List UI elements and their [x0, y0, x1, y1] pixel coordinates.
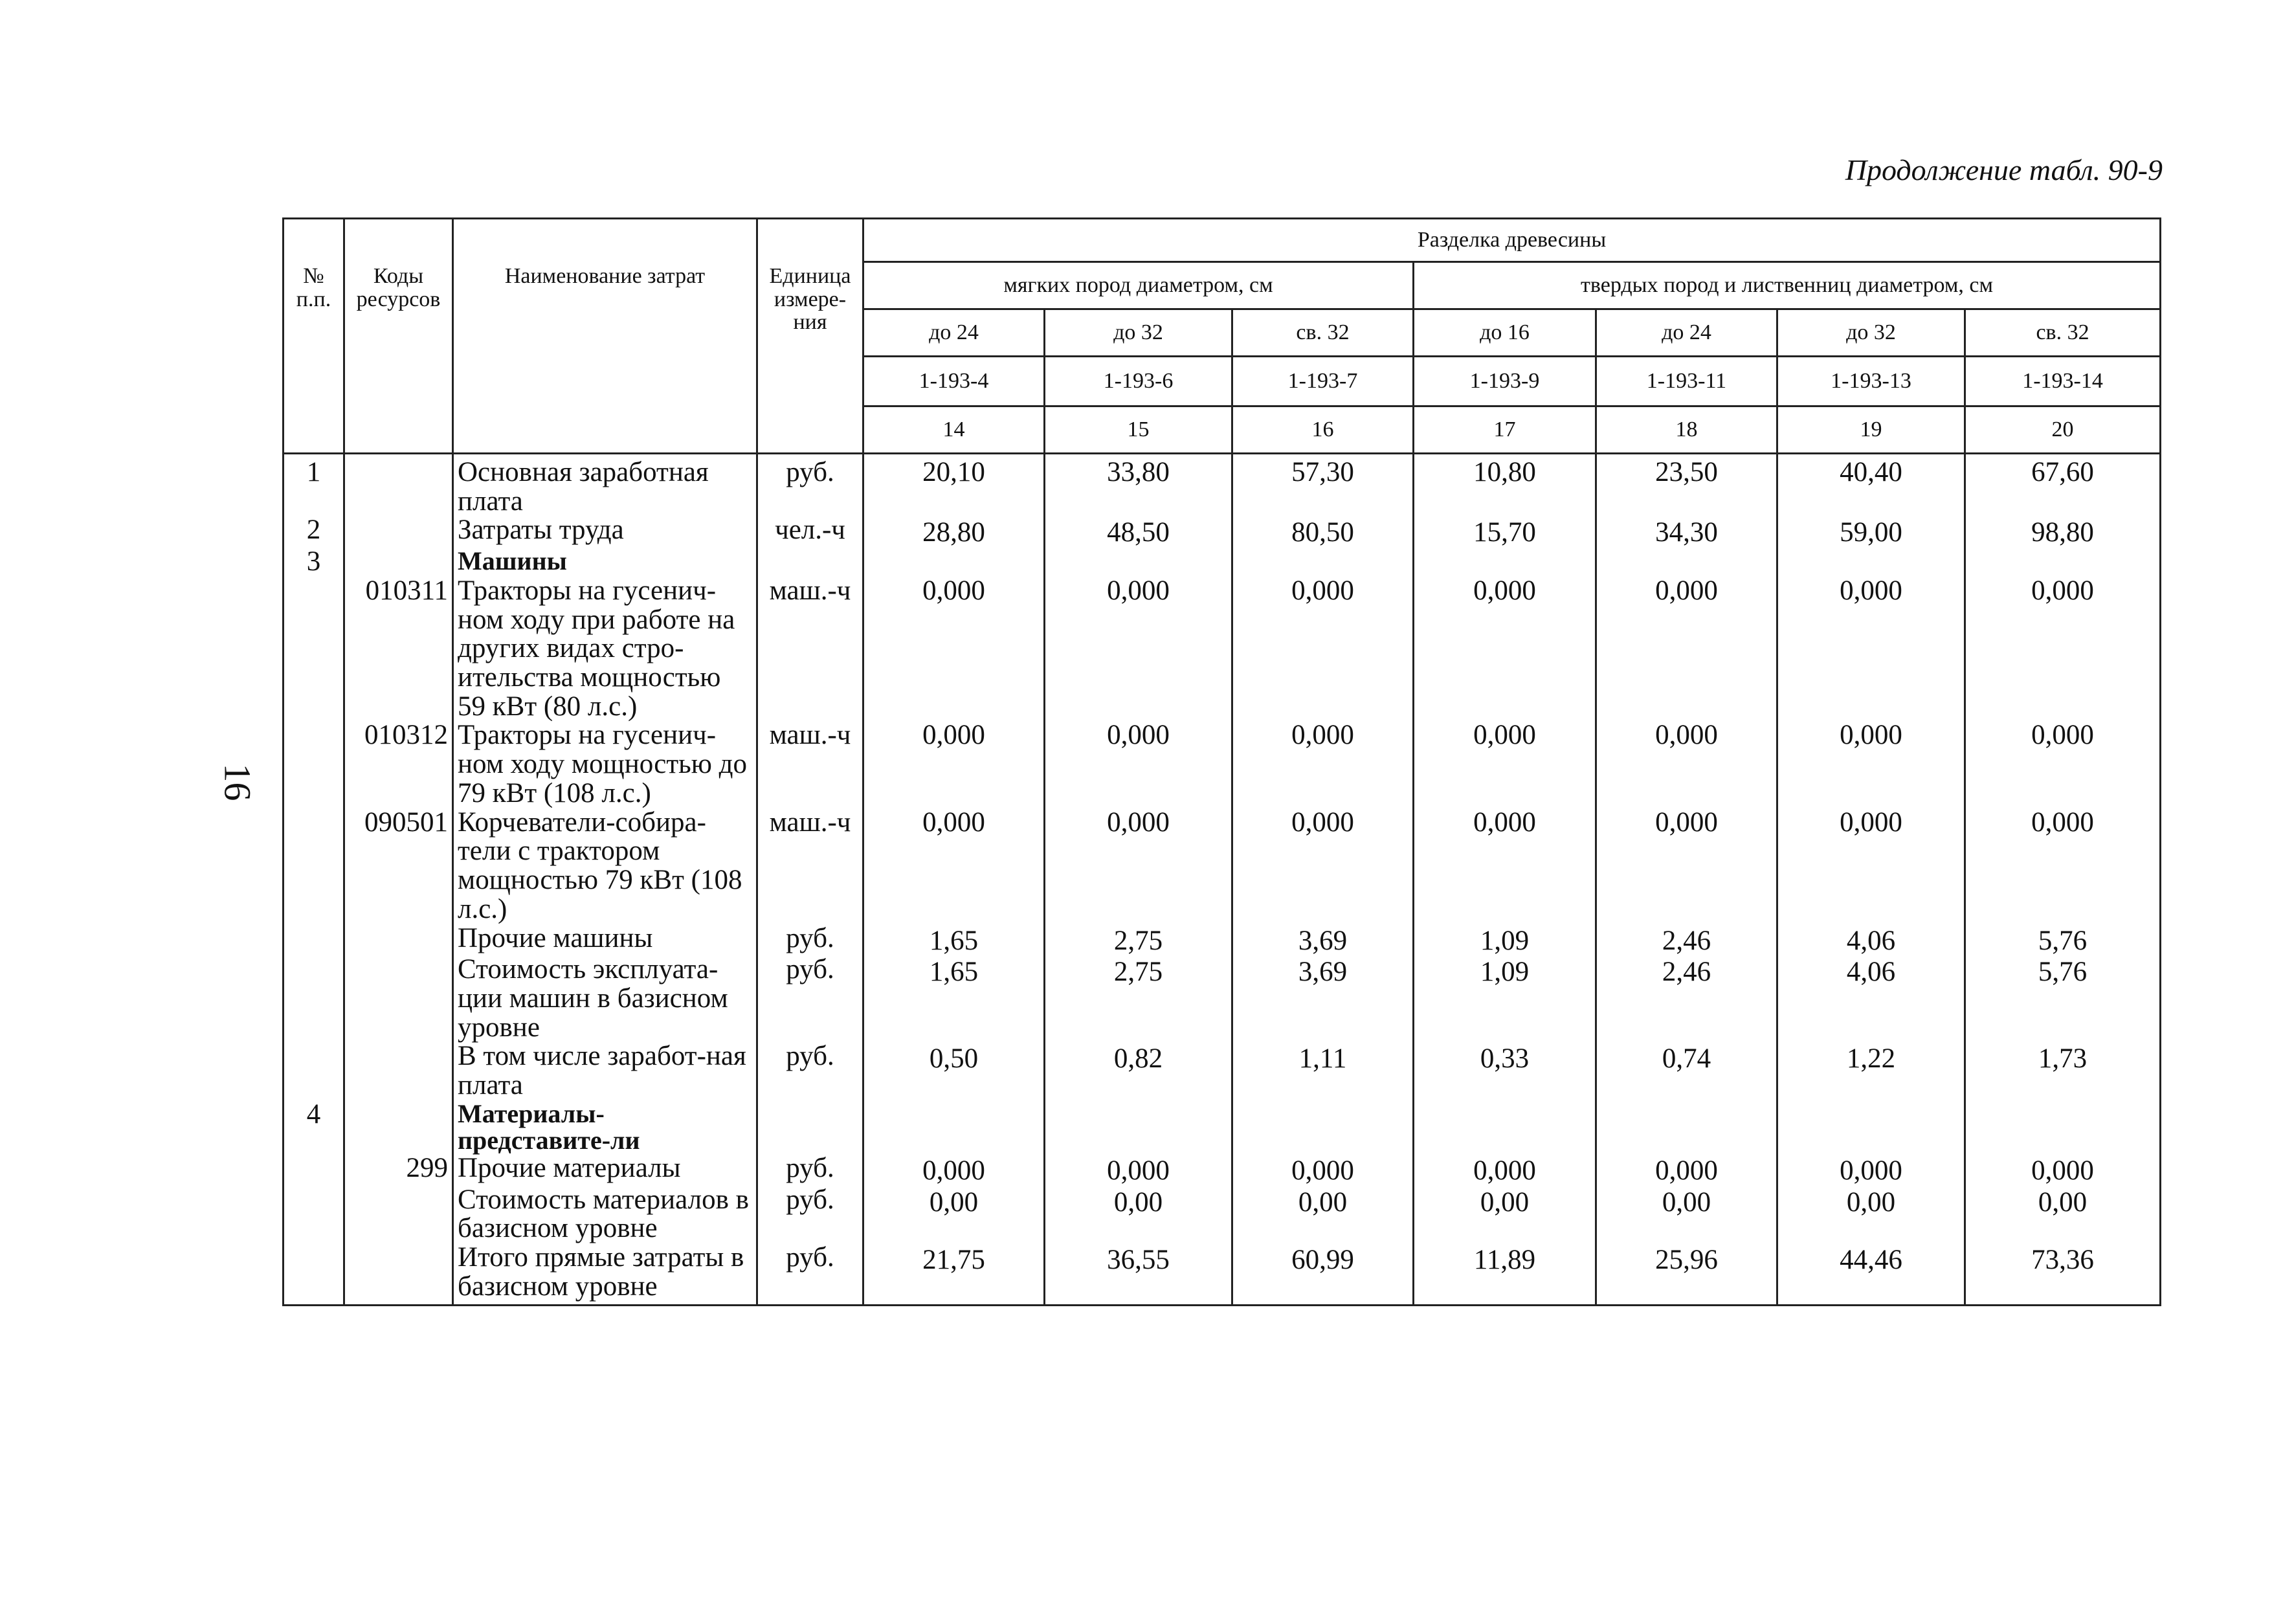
table-row [284, 548, 2161, 577]
value-cell: 59,00 [1777, 516, 1965, 548]
value-cell [863, 548, 1045, 577]
value-cell: 5,76 [1965, 955, 2161, 1042]
value-cell: 1,65 [863, 924, 1045, 956]
header-size-1: до 24 [863, 309, 1045, 357]
header-code-1: 1-193-4 [863, 357, 1045, 406]
value-cell: 0,000 [1777, 577, 1965, 722]
value-cell: 23,50 [1596, 454, 1777, 517]
value-cell: 0,00 [1777, 1186, 1965, 1243]
table-row [284, 721, 2161, 808]
cost-name: Прочие машины [453, 924, 757, 956]
value-cell: 48,50 [1045, 516, 1232, 548]
value-cell: 1,22 [1777, 1042, 1965, 1100]
resource-table [282, 217, 2161, 1306]
value-cell: 0,000 [1777, 808, 1965, 924]
value-cell: 0,00 [1232, 1186, 1414, 1243]
unit: руб. [757, 924, 863, 956]
table-row [284, 1100, 2161, 1154]
resource-code [344, 1042, 453, 1100]
header-no: № п.п. [284, 219, 344, 454]
header-column-number-6: 19 [1777, 406, 1965, 454]
row-number [284, 808, 344, 924]
cost-name: Итого прямые затраты в базисном уровне [453, 1243, 757, 1305]
unit: руб. [757, 1154, 863, 1186]
value-cell: 0,00 [1414, 1186, 1596, 1243]
cost-name: Стоимость материалов в базисном уровне [453, 1186, 757, 1243]
value-cell: 0,00 [1596, 1186, 1777, 1243]
unit: чел.-ч [757, 516, 863, 548]
table-row [284, 955, 2161, 1042]
value-cell: 0,00 [863, 1186, 1045, 1243]
value-cell: 0,000 [1414, 721, 1596, 808]
cost-name: Затраты труда [453, 516, 757, 548]
value-cell: 1,11 [1232, 1042, 1414, 1100]
value-cell: 0,000 [1232, 577, 1414, 722]
value-cell [1965, 1100, 2161, 1154]
header-size-7: св. 32 [1965, 309, 2161, 357]
table-row [284, 1042, 2161, 1100]
value-cell: 0,000 [1965, 808, 2161, 924]
value-cell: 2,75 [1045, 955, 1232, 1042]
header-code-7: 1-193-14 [1965, 357, 2161, 406]
header-codes: Коды ресурсов [344, 219, 453, 454]
value-cell: 0,000 [863, 577, 1045, 722]
table-row [284, 1154, 2161, 1186]
value-cell [1596, 548, 1777, 577]
unit: руб. [757, 955, 863, 1042]
value-cell: 0,000 [1596, 721, 1777, 808]
value-cell: 2,75 [1045, 924, 1232, 956]
header-code-5: 1-193-11 [1596, 357, 1777, 406]
header-size-3: св. 32 [1232, 309, 1414, 357]
unit: руб. [757, 1042, 863, 1100]
value-cell: 57,30 [1232, 454, 1414, 517]
resource-code [344, 516, 453, 548]
unit: руб. [757, 1186, 863, 1243]
value-cell [863, 1100, 1045, 1154]
value-cell: 25,96 [1596, 1243, 1777, 1305]
value-cell [1777, 548, 1965, 577]
table-row [284, 1186, 2161, 1243]
value-cell: 10,80 [1414, 454, 1596, 517]
table-row [284, 454, 2161, 517]
value-cell: 73,36 [1965, 1243, 2161, 1305]
value-cell: 0,000 [1777, 721, 1965, 808]
value-cell [1414, 548, 1596, 577]
value-cell: 0,000 [1596, 808, 1777, 924]
value-cell: 0,00 [1965, 1186, 2161, 1243]
value-cell: 60,99 [1232, 1243, 1414, 1305]
value-cell: 34,30 [1596, 516, 1777, 548]
value-cell: 15,70 [1414, 516, 1596, 548]
value-cell: 0,000 [863, 808, 1045, 924]
resource-code: 010312 [344, 721, 453, 808]
value-cell: 0,000 [1965, 577, 2161, 722]
resource-code [344, 1100, 453, 1154]
value-cell: 0,000 [1777, 1154, 1965, 1186]
resource-code [344, 924, 453, 956]
value-cell: 0,00 [1045, 1186, 1232, 1243]
unit: маш.-ч [757, 721, 863, 808]
header-column-number-2: 15 [1045, 406, 1232, 454]
header-column-number-1: 14 [863, 406, 1045, 454]
resource-code: 299 [344, 1154, 453, 1186]
header-column-number-4: 17 [1414, 406, 1596, 454]
header-column-number-5: 18 [1596, 406, 1777, 454]
value-cell: 0,000 [1045, 721, 1232, 808]
value-cell: 36,55 [1045, 1243, 1232, 1305]
table-row [284, 1243, 2161, 1305]
value-cell: 0,000 [1232, 721, 1414, 808]
value-cell: 28,80 [863, 516, 1045, 548]
header-code-3: 1-193-7 [1232, 357, 1414, 406]
row-number: 1 [284, 454, 344, 517]
cost-name: Тракторы на гусенич-ном ходу при работе на других видах стро-ительства мощностью 59 кВт (80 л.с.) [453, 577, 757, 722]
row-number: 3 [284, 548, 344, 577]
value-cell [1777, 1100, 1965, 1154]
resource-code: 090501 [344, 808, 453, 924]
table-header [284, 219, 2161, 454]
header-size-2: до 32 [1045, 309, 1232, 357]
header-soft-wood: мягких пород диаметром, см [863, 262, 1414, 309]
unit: руб. [757, 454, 863, 517]
cost-name: Корчеватели-собира-тели с трактором мощностью 79 кВт (108 л.с.) [453, 808, 757, 924]
row-number [284, 1186, 344, 1243]
cost-name: Тракторы на гусенич-ном ходу мощностью до 79 кВт (108 л.с.) [453, 721, 757, 808]
value-cell: 0,000 [863, 1154, 1045, 1186]
value-cell: 80,50 [1232, 516, 1414, 548]
value-cell: 98,80 [1965, 516, 2161, 548]
value-cell [1045, 1100, 1232, 1154]
page-number: 16 [216, 763, 259, 801]
value-cell [1045, 548, 1232, 577]
resource-code [344, 454, 453, 517]
resource-code: 010311 [344, 577, 453, 722]
table-row [284, 577, 2161, 722]
header-hard-wood: твердых пород и лиственниц диаметром, см [1414, 262, 2161, 309]
value-cell: 3,69 [1232, 955, 1414, 1042]
table-row [284, 516, 2161, 548]
cost-name: Материалы-представите-ли [453, 1100, 757, 1154]
value-cell: 1,65 [863, 955, 1045, 1042]
value-cell: 0,000 [1965, 1154, 2161, 1186]
header-column-number-3: 16 [1232, 406, 1414, 454]
header-column-number-7: 20 [1965, 406, 2161, 454]
value-cell [1232, 1100, 1414, 1154]
value-cell [1965, 548, 2161, 577]
row-number [284, 955, 344, 1042]
value-cell [1596, 1100, 1777, 1154]
value-cell: 5,76 [1965, 924, 2161, 956]
value-cell: 0,000 [1045, 1154, 1232, 1186]
table-body [284, 454, 2161, 1306]
value-cell: 3,69 [1232, 924, 1414, 956]
resource-code [344, 955, 453, 1042]
cost-name: Основная заработная плата [453, 454, 757, 517]
row-number: 4 [284, 1100, 344, 1154]
value-cell: 2,46 [1596, 924, 1777, 956]
resource-code [344, 548, 453, 577]
value-cell: 0,33 [1414, 1042, 1596, 1100]
header-code-4: 1-193-9 [1414, 357, 1596, 406]
value-cell: 0,74 [1596, 1042, 1777, 1100]
row-number: 2 [284, 516, 344, 548]
value-cell: 0,82 [1045, 1042, 1232, 1100]
value-cell: 0,000 [1045, 577, 1232, 722]
value-cell: 44,46 [1777, 1243, 1965, 1305]
value-cell [1232, 548, 1414, 577]
cost-name: Стоимость эксплуата-ции машин в базисном уровне [453, 955, 757, 1042]
value-cell: 0,000 [863, 721, 1045, 808]
row-number [284, 577, 344, 722]
cost-name: Прочие материалы [453, 1154, 757, 1186]
row-number [284, 1042, 344, 1100]
value-cell: 0,000 [1045, 808, 1232, 924]
value-cell: 40,40 [1777, 454, 1965, 517]
value-cell: 21,75 [863, 1243, 1045, 1305]
row-number [284, 1154, 344, 1186]
row-number [284, 721, 344, 808]
value-cell: 20,10 [863, 454, 1045, 517]
resource-code [344, 1186, 453, 1243]
value-cell: 1,09 [1414, 924, 1596, 956]
value-cell: 1,09 [1414, 955, 1596, 1042]
header-size-6: до 32 [1777, 309, 1965, 357]
value-cell: 0,000 [1596, 577, 1777, 722]
value-cell: 0,000 [1596, 1154, 1777, 1186]
value-cell: 0,000 [1965, 721, 2161, 808]
unit: маш.-ч [757, 577, 863, 722]
cost-name: Машины [453, 548, 757, 577]
unit [757, 1100, 863, 1154]
value-cell: 4,06 [1777, 955, 1965, 1042]
value-cell: 0,000 [1414, 577, 1596, 722]
value-cell: 33,80 [1045, 454, 1232, 517]
value-cell: 2,46 [1596, 955, 1777, 1042]
table-row [284, 808, 2161, 924]
table-row [284, 924, 2161, 956]
header-size-4: до 16 [1414, 309, 1596, 357]
header-code-2: 1-193-6 [1045, 357, 1232, 406]
unit: руб. [757, 1243, 863, 1305]
cost-name: В том числе заработ-ная плата [453, 1042, 757, 1100]
row-number [284, 1243, 344, 1305]
value-cell: 4,06 [1777, 924, 1965, 956]
value-cell [1414, 1100, 1596, 1154]
header-code-6: 1-193-13 [1777, 357, 1965, 406]
value-cell: 0,000 [1232, 808, 1414, 924]
resource-code [344, 1243, 453, 1305]
header-unit: Единица измере-ния [757, 219, 863, 454]
table-caption: Продолжение табл. 90-9 [1845, 153, 2163, 186]
value-cell: 0,000 [1414, 1154, 1596, 1186]
value-cell: 67,60 [1965, 454, 2161, 517]
value-cell: 0,50 [863, 1042, 1045, 1100]
unit: маш.-ч [757, 808, 863, 924]
header-group: Разделка древесины [863, 219, 2161, 262]
value-cell: 0,000 [1414, 808, 1596, 924]
unit [757, 548, 863, 577]
header-size-5: до 24 [1596, 309, 1777, 357]
value-cell: 11,89 [1414, 1243, 1596, 1305]
row-number [284, 924, 344, 956]
value-cell: 0,000 [1232, 1154, 1414, 1186]
value-cell: 1,73 [1965, 1042, 2161, 1100]
header-name: Наименование затрат [453, 219, 757, 454]
